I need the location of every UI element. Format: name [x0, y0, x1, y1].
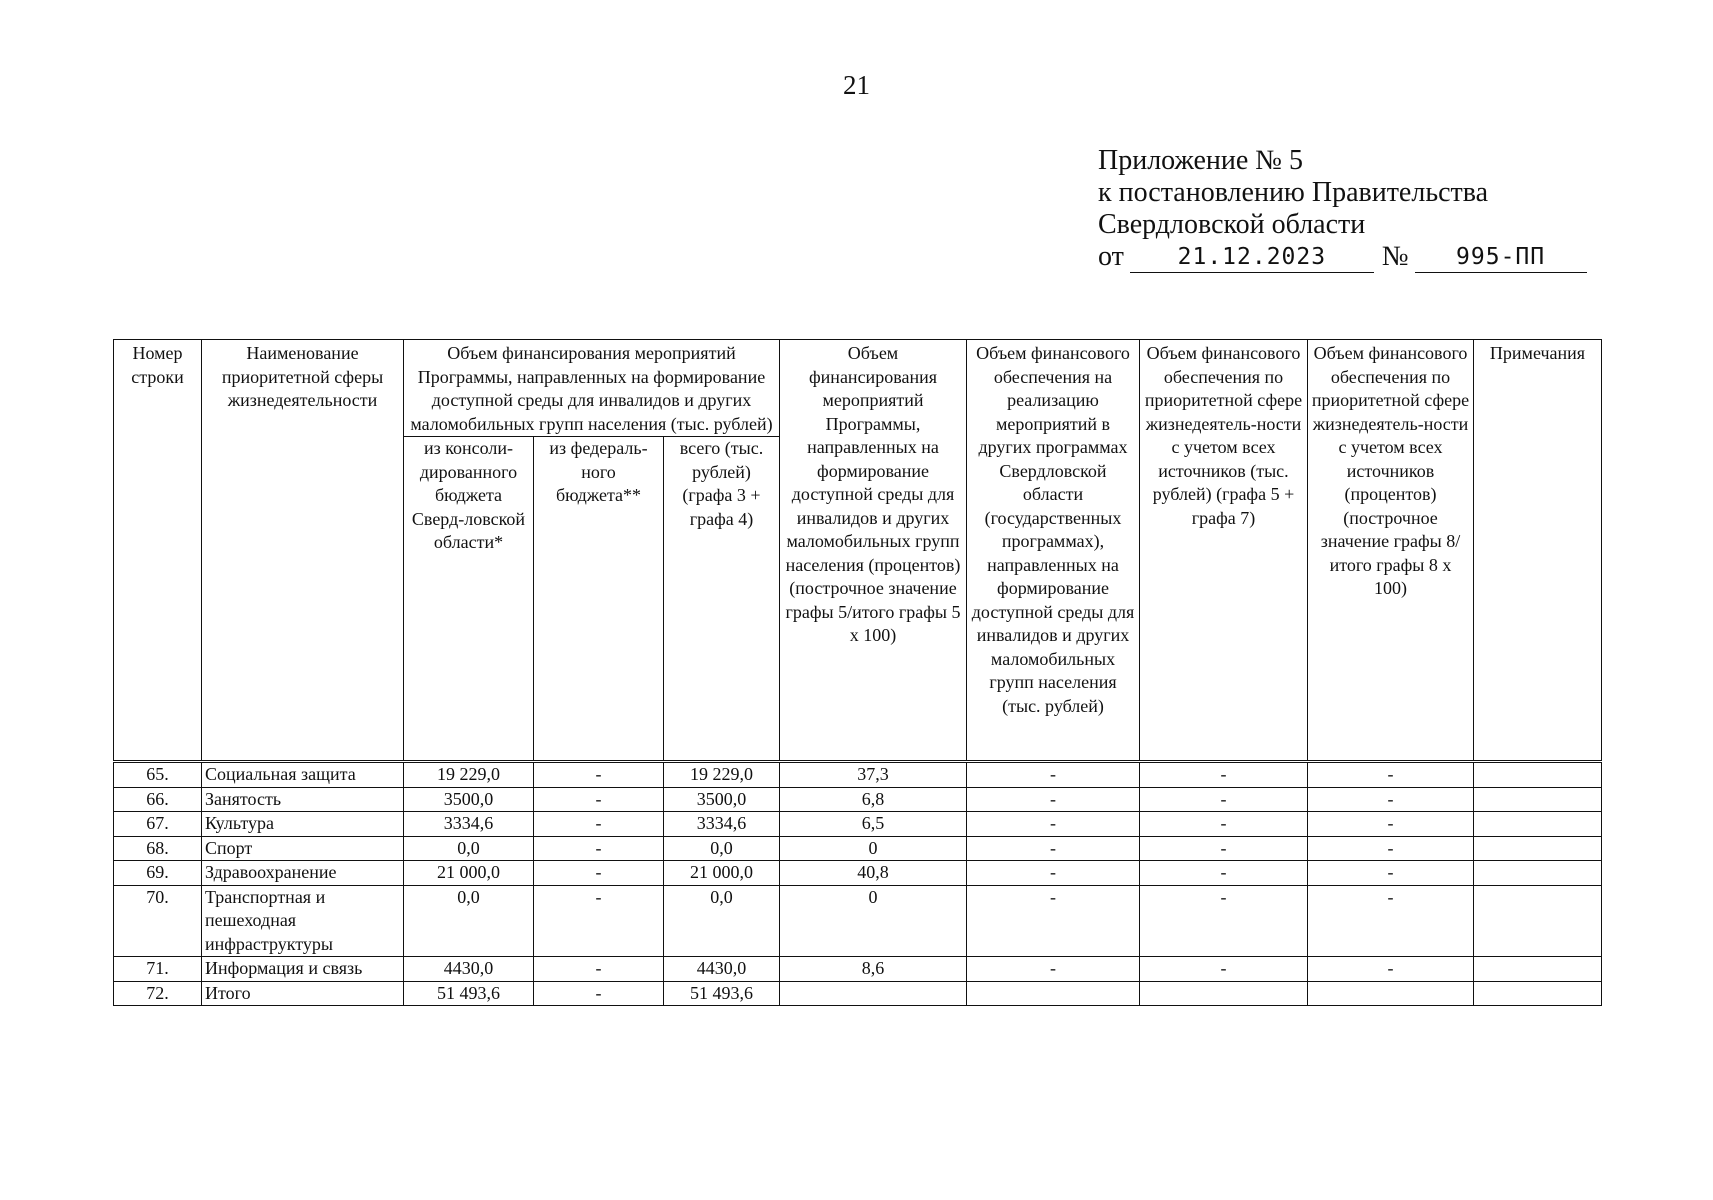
- sphere-name-cell: Транспортная и пешеходная инфраструктуры: [202, 885, 404, 957]
- notes-cell: [1474, 885, 1602, 957]
- row-number-cell: 66.: [114, 787, 202, 812]
- other-programs-cell: -: [967, 885, 1140, 957]
- all-sources-cell: -: [1140, 762, 1308, 788]
- all-sources-cell: -: [1140, 812, 1308, 837]
- all-sources-cell: -: [1140, 957, 1308, 982]
- notes-cell: [1474, 861, 1602, 886]
- federal-cell: -: [534, 762, 664, 788]
- notes-cell: [1474, 836, 1602, 861]
- sphere-name-cell: Спорт: [202, 836, 404, 861]
- total-cell: 4430,0: [664, 957, 780, 982]
- all-sources-cell: -: [1140, 787, 1308, 812]
- other-programs-cell: -: [967, 861, 1140, 886]
- header-total: всего (тыс. рублей) (графа 3 + графа 4): [664, 437, 780, 762]
- header-percent: Объем финансирования мероприятий Программы, направленных на формирование доступной среды для инвалидов и других маломобильных групп населения (процентов) (построчное значение графы 5/итого графы 5 х 100): [780, 340, 967, 762]
- sphere-name-cell: Итого: [202, 981, 404, 1006]
- percent-cell: 8,6: [780, 957, 967, 982]
- consolidated-cell: 4430,0: [404, 957, 534, 982]
- consolidated-cell: 51 493,6: [404, 981, 534, 1006]
- all-sources-pct-cell: -: [1308, 861, 1474, 886]
- row-number-cell: 68.: [114, 836, 202, 861]
- row-number-cell: 65.: [114, 762, 202, 788]
- table-row: [114, 762, 1602, 788]
- table-row: [114, 981, 1602, 1006]
- total-cell: 3500,0: [664, 787, 780, 812]
- percent-cell: 0: [780, 836, 967, 861]
- notes-cell: [1474, 787, 1602, 812]
- header-all-sources: Объем финансового обеспечения по приоритетной сфере жизнедеятель-ности с учетом всех источников (тыс. рублей) (графа 5 + графа 7): [1140, 340, 1308, 762]
- total-cell: 19 229,0: [664, 762, 780, 788]
- all-sources-pct-cell: -: [1308, 812, 1474, 837]
- row-number-cell: 72.: [114, 981, 202, 1006]
- total-cell: 51 493,6: [664, 981, 780, 1006]
- header-other-programs: Объем финансового обеспечения на реализацию мероприятий в других программах Свердловской области (государственных программах), направленных на формирование доступной среды для инвалидов и других маломобильных групп населения (тыс. рублей): [967, 340, 1140, 762]
- all-sources-pct-cell: [1308, 981, 1474, 1006]
- header-funding-group: Объем финансирования мероприятий Программы, направленных на формирование доступной среды для инвалидов и других маломобильных групп населения (тыс. рублей): [404, 340, 780, 437]
- other-programs-cell: -: [967, 787, 1140, 812]
- consolidated-cell: 0,0: [404, 885, 534, 957]
- row-number-cell: 70.: [114, 885, 202, 957]
- appendix-title: Приложение № 5: [1098, 145, 1303, 176]
- sphere-name-cell: Здравоохранение: [202, 861, 404, 886]
- header-sphere: Наименование приоритетной сферы жизнедеятельности: [202, 340, 404, 762]
- row-number-cell: 69.: [114, 861, 202, 886]
- other-programs-cell: -: [967, 836, 1140, 861]
- other-programs-cell: [967, 981, 1140, 1006]
- table-row: [114, 957, 1602, 982]
- all-sources-pct-cell: -: [1308, 762, 1474, 788]
- sphere-name-cell: Культура: [202, 812, 404, 837]
- sphere-name-cell: Занятость: [202, 787, 404, 812]
- appendix-block: [1098, 145, 1587, 273]
- all-sources-pct-cell: -: [1308, 885, 1474, 957]
- appendix-region: Свердловской области: [1098, 209, 1366, 240]
- percent-cell: 40,8: [780, 861, 967, 886]
- all-sources-cell: -: [1140, 836, 1308, 861]
- other-programs-cell: -: [967, 957, 1140, 982]
- all-sources-pct-cell: -: [1308, 836, 1474, 861]
- consolidated-cell: 19 229,0: [404, 762, 534, 788]
- consolidated-cell: 0,0: [404, 836, 534, 861]
- number-label: №: [1381, 241, 1409, 272]
- sphere-name-cell: Информация и связь: [202, 957, 404, 982]
- funding-table: [113, 339, 1602, 1006]
- total-cell: 3334,6: [664, 812, 780, 837]
- percent-cell: [780, 981, 967, 1006]
- from-label: от: [1098, 241, 1124, 272]
- notes-cell: [1474, 981, 1602, 1006]
- header-federal: из федераль-ного бюджета**: [534, 437, 664, 762]
- row-number-cell: 67.: [114, 812, 202, 837]
- header-consolidated: из консоли-дированного бюджета Сверд-ловской области*: [404, 437, 534, 762]
- federal-cell: -: [534, 812, 664, 837]
- percent-cell: 6,5: [780, 812, 967, 837]
- decree-number: 995-ПП: [1415, 242, 1587, 273]
- federal-cell: -: [534, 836, 664, 861]
- decree-date: 21.12.2023: [1130, 242, 1374, 273]
- notes-cell: [1474, 812, 1602, 837]
- total-cell: 0,0: [664, 885, 780, 957]
- notes-cell: [1474, 762, 1602, 788]
- percent-cell: 37,3: [780, 762, 967, 788]
- federal-cell: -: [534, 885, 664, 957]
- all-sources-pct-cell: -: [1308, 787, 1474, 812]
- federal-cell: -: [534, 787, 664, 812]
- total-cell: 0,0: [664, 836, 780, 861]
- all-sources-pct-cell: -: [1308, 957, 1474, 982]
- header-all-sources-pct: Объем финансового обеспечения по приоритетной сфере жизнедеятель-ности с учетом всех источников (процентов) (построчное значение графы 8/итого графы 8 х 100): [1308, 340, 1474, 762]
- other-programs-cell: -: [967, 812, 1140, 837]
- row-number-cell: 71.: [114, 957, 202, 982]
- sphere-name-cell: Социальная защита: [202, 762, 404, 788]
- all-sources-cell: -: [1140, 885, 1308, 957]
- all-sources-cell: [1140, 981, 1308, 1006]
- notes-cell: [1474, 957, 1602, 982]
- table-row: [114, 787, 1602, 812]
- all-sources-cell: -: [1140, 861, 1308, 886]
- federal-cell: -: [534, 861, 664, 886]
- federal-cell: -: [534, 957, 664, 982]
- consolidated-cell: 3334,6: [404, 812, 534, 837]
- total-cell: 21 000,0: [664, 861, 780, 886]
- appendix-decree-ref: к постановлению Правительства: [1098, 177, 1489, 208]
- other-programs-cell: -: [967, 762, 1140, 788]
- page-number: 21: [843, 70, 870, 100]
- federal-cell: -: [534, 981, 664, 1006]
- table-row: [114, 836, 1602, 861]
- table-row: [114, 861, 1602, 886]
- consolidated-cell: 21 000,0: [404, 861, 534, 886]
- table-row: [114, 812, 1602, 837]
- table-body: [114, 762, 1602, 1006]
- decree-date-number: [1098, 241, 1587, 273]
- header-row-number: Номер строки: [114, 340, 202, 762]
- table-row: [114, 885, 1602, 957]
- percent-cell: 0: [780, 885, 967, 957]
- consolidated-cell: 3500,0: [404, 787, 534, 812]
- header-notes: Примечания: [1474, 340, 1602, 762]
- percent-cell: 6,8: [780, 787, 967, 812]
